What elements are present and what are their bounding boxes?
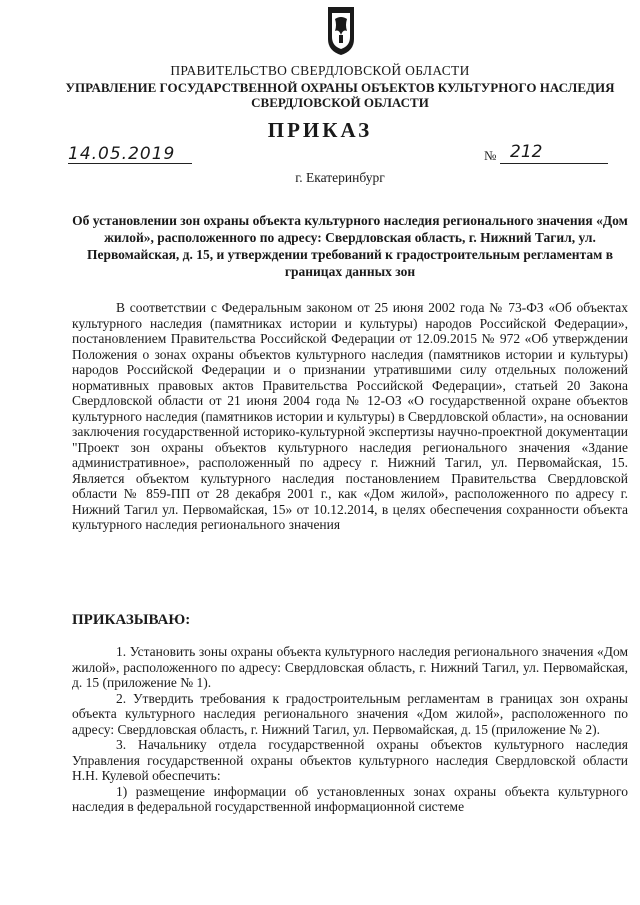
order-number-label: № xyxy=(484,148,497,163)
city: г. Екатеринбург xyxy=(295,170,385,185)
order-item: 3. Начальнику отдела государственной охраны объектов культурного наследия Управления государственной охраны объектов культурного наследия Свердловской области Н.Н. Кулевой обеспечить: xyxy=(72,737,628,783)
document-type: ПРИКАЗ xyxy=(267,118,373,142)
order-number: 212 xyxy=(510,142,543,162)
department-name: УПРАВЛЕНИЕ ГОСУДАРСТВЕННОЙ ОХРАНЫ ОБЪЕКТОВ КУЛЬТУРНОГО НАСЛЕДИЯ СВЕРДЛОВСКОЙ ОБЛАСТИ xyxy=(65,80,615,110)
order-date: 14.05.2019 xyxy=(68,144,176,164)
preamble xyxy=(72,300,628,533)
date-underline xyxy=(68,163,192,164)
coat-of-arms-icon xyxy=(326,5,356,57)
order-item: 1) размещение информации об установленных зонах охраны объекта культурного наследия в федеральной государственной информационной системе xyxy=(72,783,628,814)
order-items xyxy=(72,644,628,815)
order-subject: Об установлении зон охраны объекта культурного наследия регионального значения «Дом жилой», расположенного по адресу: Свердловская область, г. Нижний Тагил, ул. Первомайская, д. 15, и утверждении требований к градостроительным регламентам в границах данных зон xyxy=(72,213,628,279)
preamble-text: В соответствии с Федеральным законом от 25 июня 2002 года № 73-ФЗ «Об объектах культурного наследия (памятниках истории и культуры) народов Российской Федерации», постановлением Правительства Российской Федерации от 12.09.2015 № 972 «Об утверждении Положения о зонах охраны объектов культурного наследия (памятников истории и культуры) народов Российской Федерации и о признании утратившими силу отдельных положений нормативных правовых актов Правительства Российской Федерации», статьей 20 Закона Свердловской области от 21 июня 2004 года № 12-ОЗ «О государственной охране объектов культурного наследия (памятников истории и культуры) в Свердловской области», на основании заключения государственной историко-культурной экспертизы научно-проектной документации "Проект зон охраны объектов культурного наследия регионального значения «Здание административное», расположенный по адресу г. Нижний Тагил, ул. Первомайская, 15. Является объектом культурного наследия постановлением Правительства Свердловской области № 859-ПП от 28 декабря 2001 г., как «Дом жилой», расположенного по адресу г. Нижний Тагил ул. Первомайская, 15» от 10.12.2014, в целях обеспечения сохранности объекта культурного наследия регионального значения xyxy=(72,300,628,532)
government-name: ПРАВИТЕЛЬСТВО СВЕРДЛОВСКОЙ ОБЛАСТИ xyxy=(170,63,470,78)
order-item: 2. Утвердить требования к градостроительным регламентам в границах зон охраны объекта культурного наследия регионального значения «Дом жилой», расположенного по адресу: Свердловская область, г. Нижний Тагил, ул. Первомайская, д. 15 (приложение № 2). xyxy=(72,690,628,737)
order-heading: ПРИКАЗЫВАЮ: xyxy=(72,612,191,628)
number-underline xyxy=(500,163,608,164)
order-item: 1. Установить зоны охраны объекта культурного наследия регионального значения «Дом жилой», расположенного по адресу: Свердловская область, г. Нижний Тагил, ул. Первомайская, д. 15 (приложение № 1). xyxy=(72,644,628,690)
